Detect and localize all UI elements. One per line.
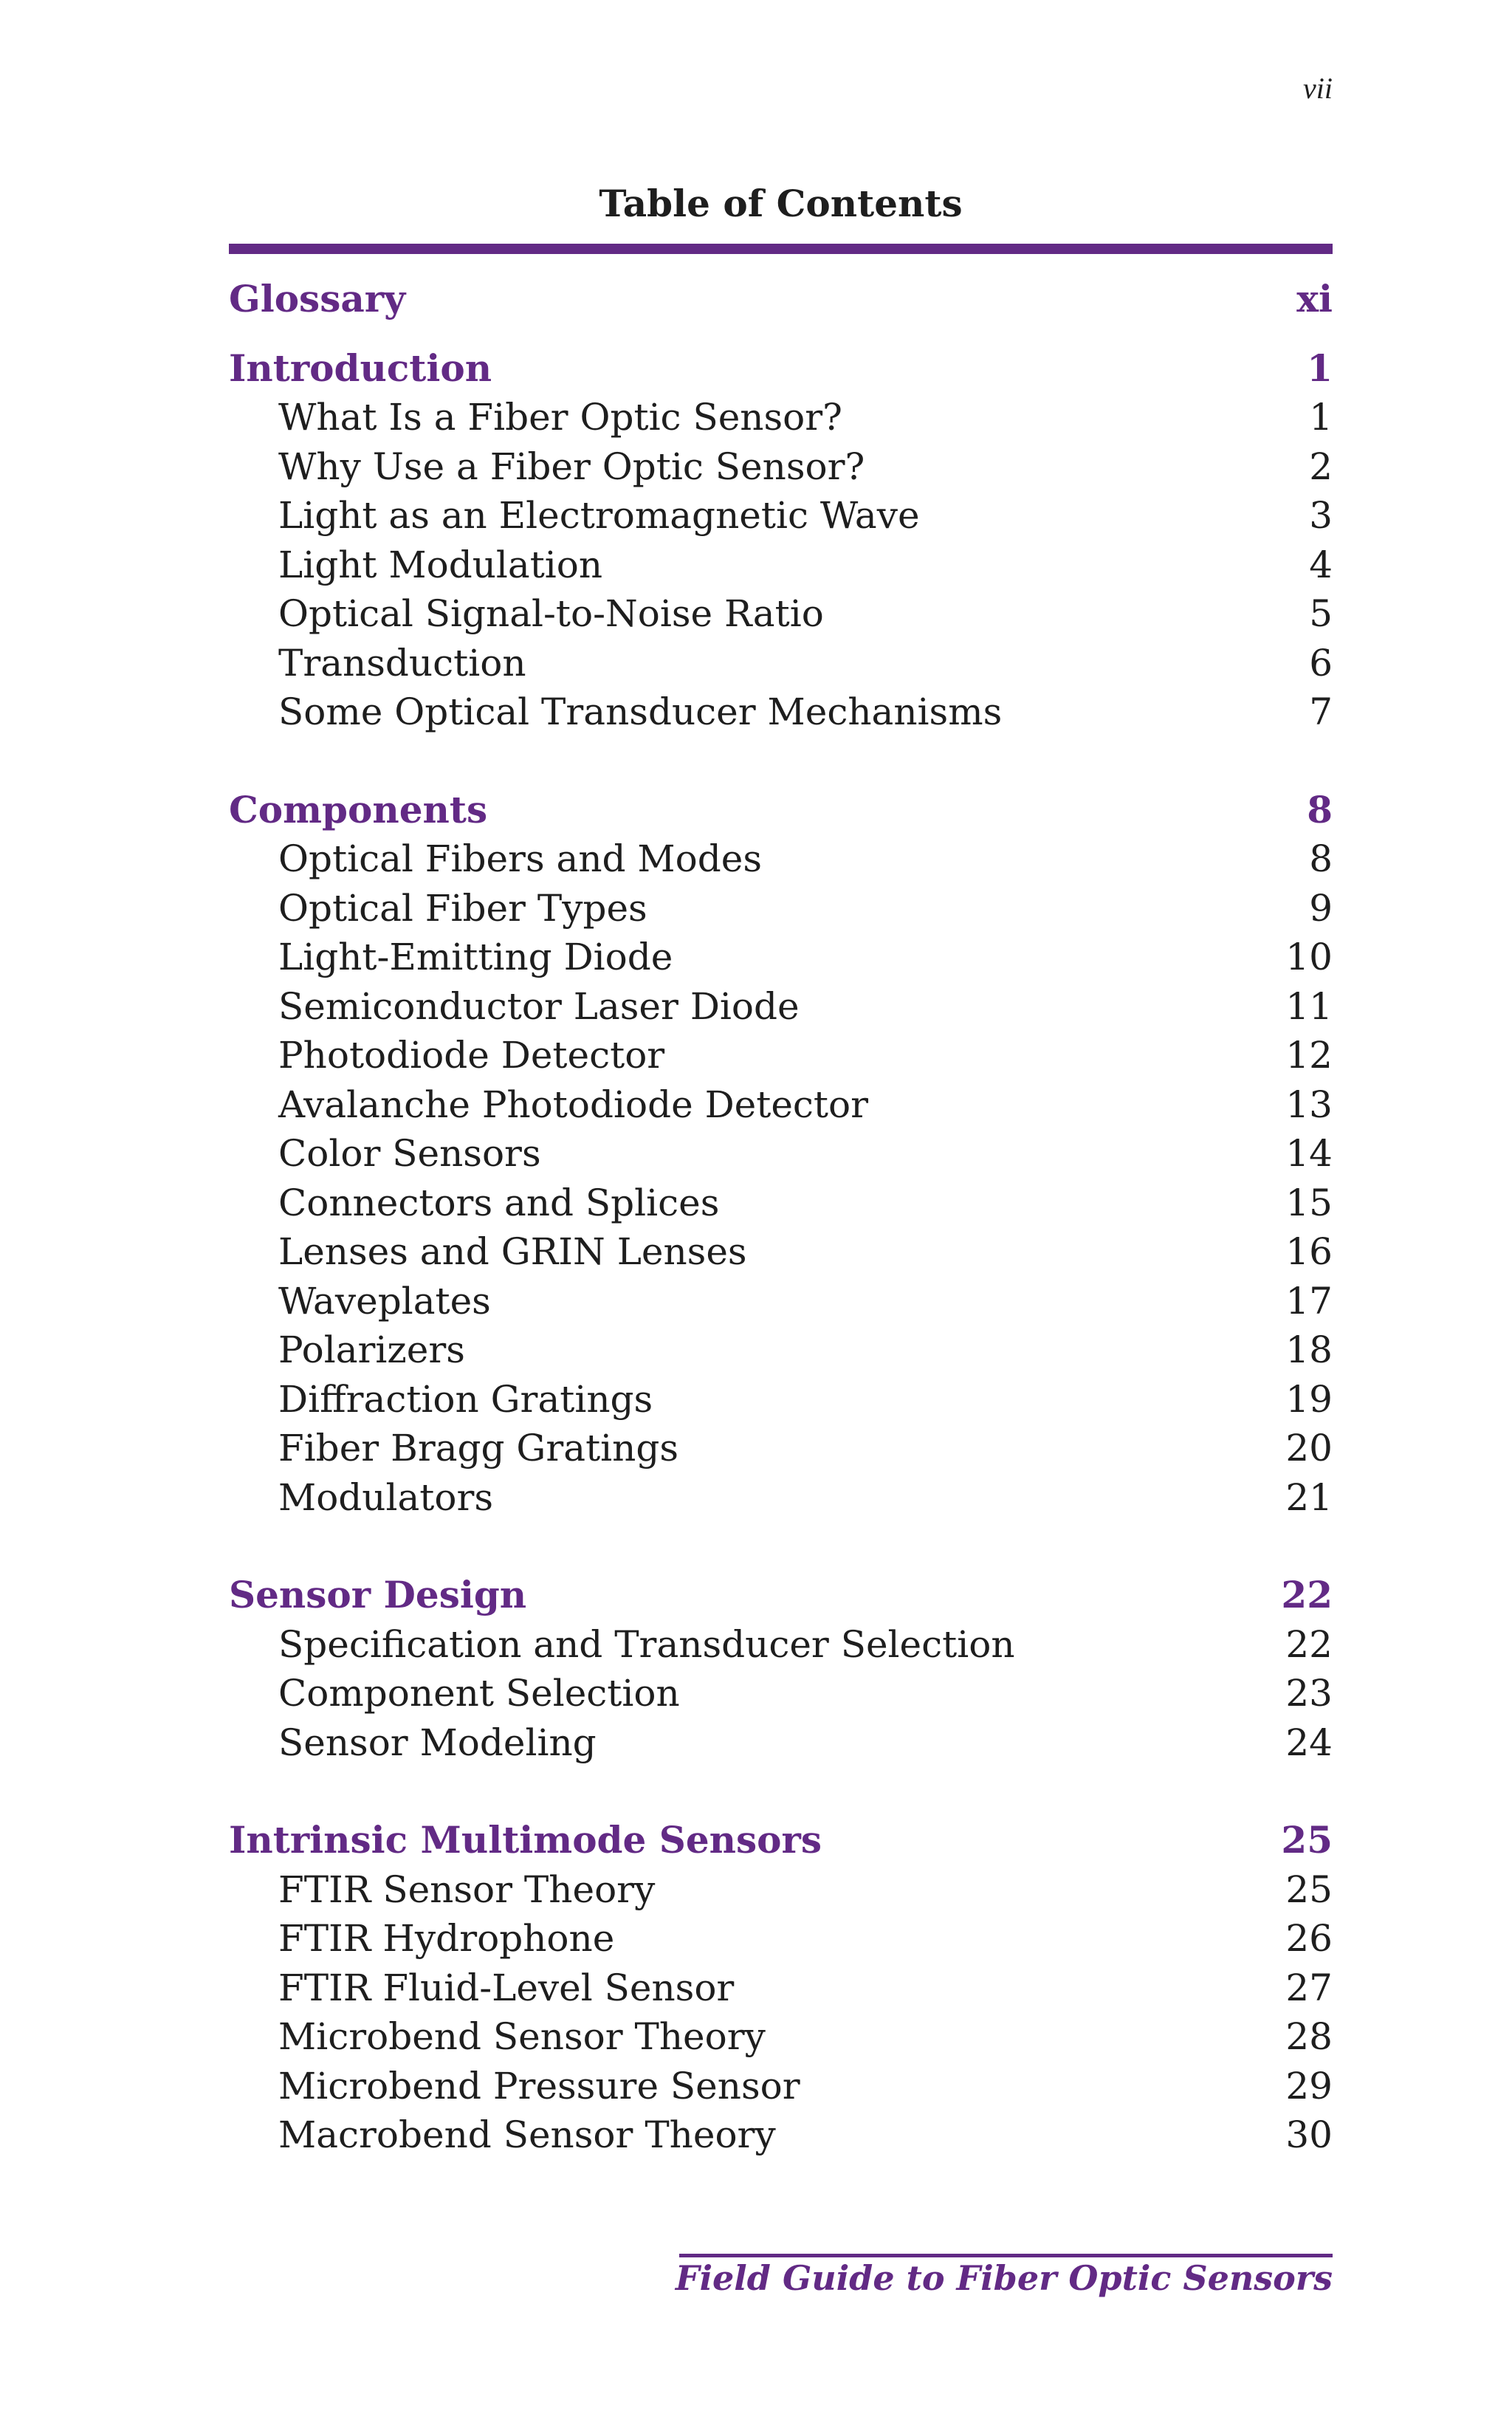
page-number: vii xyxy=(1303,72,1333,105)
entry-label: FTIR Sensor Theory xyxy=(278,1868,656,1911)
section-page-number: 8 xyxy=(1307,787,1333,831)
entry-label: Sensor Modeling xyxy=(278,1721,597,1764)
toc-section xyxy=(229,1571,1333,1767)
toc-entry[interactable] xyxy=(229,541,1333,590)
toc-entry[interactable] xyxy=(229,1424,1333,1473)
book-title-footer: Field Guide to Fiber Optic Sensors xyxy=(675,2258,1333,2298)
section-page-number: 1 xyxy=(1307,346,1333,390)
title-divider xyxy=(229,244,1333,254)
entry-label: Light as an Electromagnetic Wave xyxy=(278,494,920,537)
toc-entry[interactable] xyxy=(229,1227,1333,1277)
toc-entry[interactable] xyxy=(229,1031,1333,1080)
entry-label: Optical Fibers and Modes xyxy=(278,837,762,880)
entry-page-number: 26 xyxy=(1285,1917,1333,1960)
toc-entry[interactable] xyxy=(229,393,1333,442)
toc-entry[interactable] xyxy=(229,1080,1333,1130)
toc-entry[interactable] xyxy=(229,1718,1333,1768)
toc-entry[interactable] xyxy=(229,1277,1333,1326)
toc-entry[interactable] xyxy=(229,491,1333,541)
entry-label: Waveplates xyxy=(278,1279,491,1323)
toc-entry[interactable] xyxy=(229,1865,1333,1915)
entry-label: Some Optical Transducer Mechanisms xyxy=(278,690,1003,733)
entry-label: What Is a Fiber Optic Sensor? xyxy=(278,396,842,439)
entry-page-number: 9 xyxy=(1309,886,1333,930)
entry-page-number: 19 xyxy=(1285,1377,1333,1421)
toc-entry[interactable] xyxy=(229,933,1333,982)
entry-page-number: 2 xyxy=(1309,445,1333,488)
entry-label: Modulators xyxy=(278,1475,494,1519)
entry-page-number: 7 xyxy=(1309,690,1333,733)
toc-entry[interactable] xyxy=(229,2062,1333,2111)
entry-page-number: 17 xyxy=(1285,1279,1333,1323)
section-heading-label: Intrinsic Multimode Sensors xyxy=(229,1818,822,1862)
entry-label: Color Sensors xyxy=(278,1132,541,1175)
section-heading-label: Glossary xyxy=(229,277,406,320)
toc-entry[interactable] xyxy=(229,1914,1333,1964)
entry-label: Lenses and GRIN Lenses xyxy=(278,1230,747,1273)
entry-label: Microbend Sensor Theory xyxy=(278,2015,766,2058)
entry-label: FTIR Fluid-Level Sensor xyxy=(278,1966,735,2009)
entry-label: FTIR Hydrophone xyxy=(278,1917,615,1960)
entry-page-number: 25 xyxy=(1285,1868,1333,1911)
entry-page-number: 13 xyxy=(1285,1083,1333,1126)
toc-section-heading[interactable] xyxy=(229,344,1333,394)
entry-page-number: 16 xyxy=(1285,1230,1333,1273)
entry-page-number: 23 xyxy=(1285,1672,1333,1715)
toc-entry[interactable] xyxy=(229,1129,1333,1179)
toc-entry[interactable] xyxy=(229,2110,1333,2160)
entry-page-number: 3 xyxy=(1309,494,1333,537)
section-heading-label: Components xyxy=(229,787,488,831)
entry-label: Microbend Pressure Sensor xyxy=(278,2064,800,2108)
table-of-contents xyxy=(229,275,1333,2209)
toc-section-heading[interactable] xyxy=(229,275,1333,324)
toc-section-heading[interactable] xyxy=(229,786,1333,835)
toc-section-heading[interactable] xyxy=(229,1816,1333,1865)
entry-page-number: 5 xyxy=(1309,592,1333,635)
entry-page-number: 10 xyxy=(1285,936,1333,978)
entry-label: Diffraction Gratings xyxy=(278,1377,653,1421)
entry-label: Optical Signal-to-Noise Ratio xyxy=(278,592,824,635)
entry-page-number: 15 xyxy=(1285,1181,1333,1224)
toc-entry[interactable] xyxy=(229,1179,1333,1228)
toc-entry[interactable] xyxy=(229,589,1333,639)
entry-page-number: 30 xyxy=(1285,2113,1333,2156)
toc-section xyxy=(229,786,1333,1523)
toc-entry[interactable] xyxy=(229,982,1333,1032)
toc-entry[interactable] xyxy=(229,442,1333,492)
toc-entry[interactable] xyxy=(229,1620,1333,1670)
entry-page-number: 20 xyxy=(1285,1427,1333,1469)
toc-section xyxy=(229,1816,1333,2160)
toc-entry[interactable] xyxy=(229,1473,1333,1523)
entry-label: Optical Fiber Types xyxy=(278,886,647,930)
toc-entry[interactable] xyxy=(229,884,1333,933)
entry-page-number: 24 xyxy=(1285,1721,1333,1764)
entry-page-number: 28 xyxy=(1285,2015,1333,2058)
section-heading-label: Sensor Design xyxy=(229,1573,527,1616)
page-title: Table of Contents xyxy=(599,182,963,225)
toc-section xyxy=(229,344,1333,737)
toc-section-heading[interactable] xyxy=(229,1571,1333,1620)
toc-entry[interactable] xyxy=(229,639,1333,688)
entry-label: Polarizers xyxy=(278,1328,465,1371)
section-page-number: 22 xyxy=(1281,1573,1333,1616)
section-page-number: 25 xyxy=(1281,1818,1333,1862)
entry-label: Fiber Bragg Gratings xyxy=(278,1427,679,1469)
entry-label: Avalanche Photodiode Detector xyxy=(278,1083,869,1126)
section-heading-label: Introduction xyxy=(229,346,492,390)
toc-entry[interactable] xyxy=(229,1325,1333,1375)
entry-page-number: 21 xyxy=(1285,1475,1333,1519)
entry-label: Transduction xyxy=(278,641,526,685)
toc-entry[interactable] xyxy=(229,1964,1333,2013)
entry-page-number: 14 xyxy=(1285,1132,1333,1175)
entry-label: Why Use a Fiber Optic Sensor? xyxy=(278,445,865,488)
entry-label: Connectors and Splices xyxy=(278,1181,720,1224)
entry-page-number: 12 xyxy=(1285,1034,1333,1077)
entry-page-number: 18 xyxy=(1285,1328,1333,1371)
entry-label: Light Modulation xyxy=(278,543,603,586)
entry-label: Specification and Transducer Selection xyxy=(278,1622,1015,1666)
toc-entry[interactable] xyxy=(229,2012,1333,2062)
entry-label: Component Selection xyxy=(278,1672,680,1715)
entry-page-number: 6 xyxy=(1309,641,1333,685)
entry-label: Semiconductor Laser Diode xyxy=(278,984,800,1028)
entry-page-number: 1 xyxy=(1309,396,1333,439)
entry-label: Photodiode Detector xyxy=(278,1034,665,1077)
toc-entry[interactable] xyxy=(229,1669,1333,1718)
entry-page-number: 8 xyxy=(1309,837,1333,880)
toc-entry[interactable] xyxy=(229,834,1333,884)
entry-label: Macrobend Sensor Theory xyxy=(278,2113,776,2156)
toc-entry[interactable] xyxy=(229,687,1333,737)
toc-section xyxy=(229,275,1333,324)
entry-page-number: 11 xyxy=(1285,984,1333,1028)
entry-label: Light-Emitting Diode xyxy=(278,936,673,978)
entry-page-number: 27 xyxy=(1285,1966,1333,2009)
footer-divider xyxy=(679,2254,1333,2257)
entry-page-number: 29 xyxy=(1285,2064,1333,2108)
entry-page-number: 4 xyxy=(1309,543,1333,586)
toc-entry[interactable] xyxy=(229,1375,1333,1424)
entry-page-number: 22 xyxy=(1285,1622,1333,1666)
section-page-number: xi xyxy=(1296,277,1333,320)
